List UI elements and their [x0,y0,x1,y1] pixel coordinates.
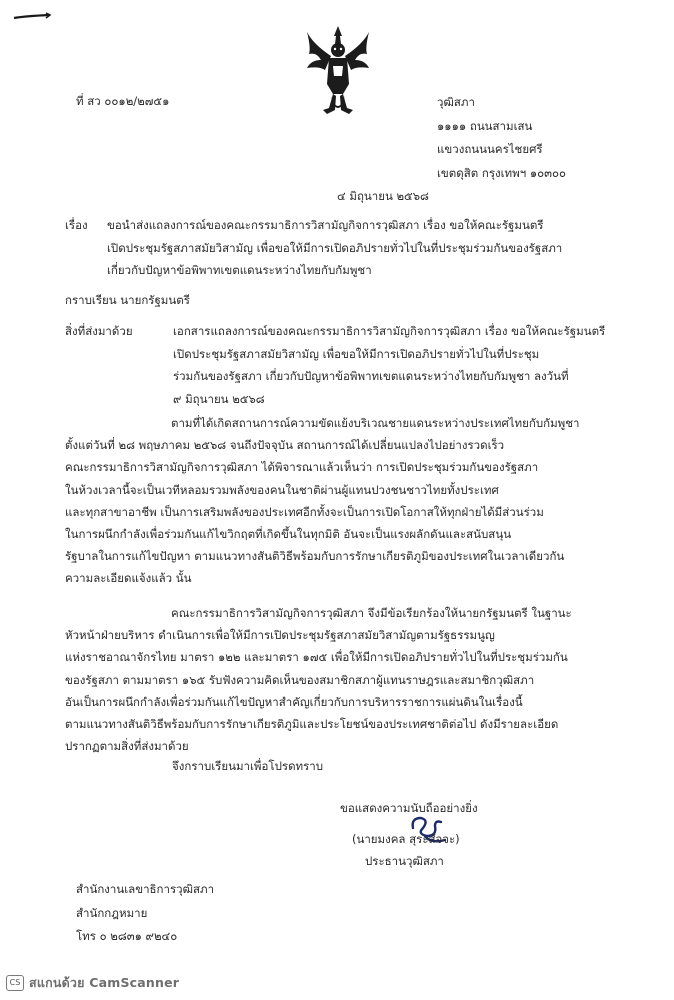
sender-address [437,91,566,185]
enclosure-line: ๙ มิถุนายน ๒๕๖๘ [173,391,265,406]
signatory-name: (นายมงคล สุระสัจจะ) [352,832,460,846]
paragraph-line: รัฐบาลในการแก้ไขปัญหา ตามแนวทางสันติวิธีพร้อมกับการรักษาเกียรติภูมิของประเทศในเวลาเดียวกัน [65,549,565,564]
subject-line: ขอนำส่งแถลงการณ์ของคณะกรรมาธิการวิสามัญกิจการวุฒิสภา เรื่อง ขอให้คณะรัฐมนตรี [107,218,544,232]
salutation: กราบเรียน นายกรัฐมนตรี [65,293,190,307]
paragraph-line: ในห้วงเวลานี้จะเป็นเวทีหลอมรวมพลังของคนในชาติผ่านผู้แทนปวงชนชาวไทยทั้งประเทศ [65,482,499,497]
enclosure-line: เอกสารแถลงการณ์ของคณะกรรมาธิการวิสามัญกิจการวุฒิสภา เรื่อง ขอให้คณะรัฐมนตรี [173,324,606,338]
address-line: แขวงถนนนครไชยศรี [437,142,543,156]
body-paragraph-1 [65,412,580,590]
signatory-title: ประธานวุฒิสภา [365,854,444,868]
scanner-watermark [6,973,179,991]
letter-date: ๔ มิถุนายน ๒๕๖๘ [337,189,429,203]
camscanner-logo-icon: CS [6,975,24,991]
document-number: ที่ สว ๐๐๑๒/๒๗๕๑ [76,94,170,108]
subject-line: เปิดประชุมรัฐสภาสมัยวิสามัญ เพื่อขอให้มีการเปิดอภิปรายทั่วไปในที่ประชุมร่วมกันของรัฐสภา [107,240,563,255]
address-line: เขตดุสิต กรุงเทพฯ ๑๐๓๐๐ [437,165,567,180]
paragraph-line: ในการผนึกกำลังเพื่อร่วมกันแก้ไขวิกฤตที่เกิดขึ้นในทุกมิติ อันจะเป็นแรงผลักดันและสนับสนุน [65,527,512,542]
enclosure-line: เปิดประชุมรัฐสภาสมัยวิสามัญ เพื่อขอให้มีการเปิดอภิปรายทั่วไปในที่ประชุม [173,346,540,361]
paragraph-line: ความละเอียดแจ้งแล้ว นั้น [65,571,192,586]
paragraph-line: คณะกรรมาธิการวิสามัญกิจการวุฒิสภา จึงมีข้อเรียกร้องให้นายกรัฐมนตรี ในฐานะ [171,606,572,620]
address-line: ๑๑๑๑ ถนนสามเสน [437,118,533,133]
enclosure-block [65,320,605,410]
closing-line: จึงกราบเรียนมาเพื่อโปรดทราบ [172,759,324,773]
corner-mark-icon [12,12,52,30]
complimentary-close: ขอแสดงความนับถืออย่างยิ่ง [340,801,478,815]
paragraph-line: อันเป็นการผนึกกำลังเพื่อร่วมกันแก้ไขปัญหาสำคัญเกี่ยวกับการบริหารราชการแผ่นดินในเรื่องนี้ [65,694,523,709]
paragraph-line: คณะกรรมาธิการวิสามัญกิจการวุฒิสภา ได้พิจารณาแล้วเห็นว่า การเปิดประชุมร่วมกันของรัฐสภา [65,460,539,475]
garuda-emblem-icon [303,24,373,124]
paragraph-line: ปรากฏตามสิ่งที่ส่งมาด้วย [65,739,189,754]
paragraph-line: แห่งราชอาณาจักรไทย มาตรา ๑๒๒ และมาตรา ๑๗๕ เพื่อให้มีการเปิดอภิปรายทั่วไปในที่ประชุมร่วมกัน [65,650,568,665]
paragraph-line: ตามแนวทางสันติวิธีพร้อมกับการรักษาเกียรติภูมิและประโยชน์ของประเทศชาติต่อไป ดังมีรายละเอียด [65,717,559,732]
enclosure-label: สิ่งที่ส่งมาด้วย [65,324,133,338]
office-line: สำนักงานเลขาธิการวุฒิสภา [76,882,215,896]
address-line: วุฒิสภา [437,95,475,109]
enclosure-line: ร่วมกันของรัฐสภา เกี่ยวกับปัญหาข้อพิพาทเขตแดนระหว่างไทยกับกัมพูชา ลงวันที่ [173,369,569,383]
paragraph-line: หัวหน้าฝ่ายบริหาร ดำเนินการเพื่อให้มีการเปิดประชุมรัฐสภาสมัยวิสามัญตามรัฐธรรมนูญ [65,628,495,643]
office-block [76,878,214,949]
paragraph-line: ตั้งแต่วันที่ ๒๘ พฤษภาคม ๒๕๖๘ จนถึงปัจจุบัน สถานการณ์ได้เปลี่ยนแปลงไปอย่างรวดเร็ว [65,438,505,453]
office-line: สำนักกฎหมาย [76,905,148,920]
paragraph-line: ของรัฐสภา ตามมาตรา ๑๖๕ รับฟังความคิดเห็นของสมาชิกสภาผู้แทนราษฎรและสมาชิกวุฒิสภา [65,672,535,687]
subject-block [65,214,562,282]
paragraph-line: ตามที่ได้เกิดสถานการณ์ความขัดแย้งบริเวณชายแดนระหว่างประเทศไทยกับกัมพูชา [171,416,580,430]
body-paragraph-2 [65,602,572,757]
paragraph-line: และทุกสาขาอาชีพ เป็นการเสริมพลังของประเทศอีกทั้งจะเป็นการเปิดโอกาสให้ทุกฝ่ายได้มีส่วนร่วม [65,504,544,519]
office-line: โทร ๐ ๒๘๓๑ ๙๒๔๐ [76,929,178,943]
subject-label: เรื่อง [65,218,88,232]
watermark-text: สแกนด้วย CamScanner [29,975,180,990]
subject-line: เกี่ยวกับปัญหาข้อพิพาทเขตแดนระหว่างไทยกับกัมพูชา [107,263,372,277]
